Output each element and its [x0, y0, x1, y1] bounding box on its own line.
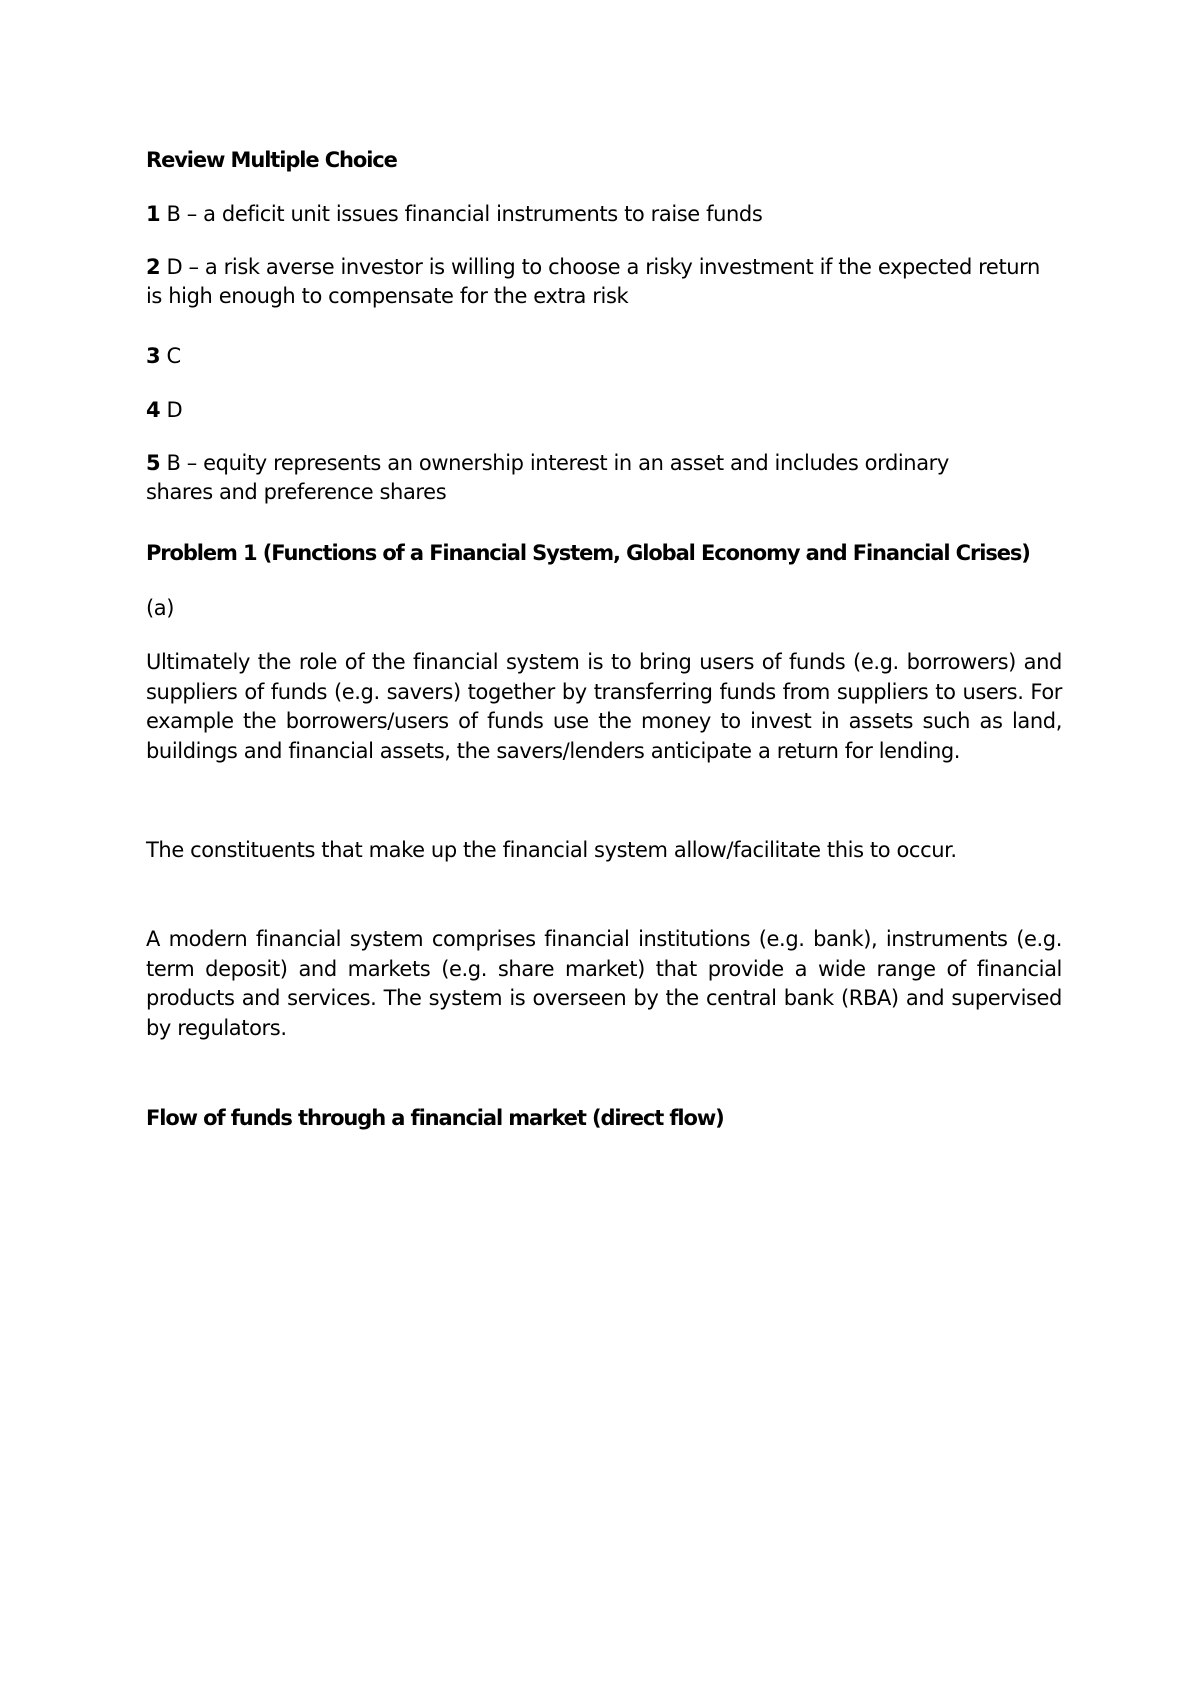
answer-number: 1 [146, 202, 161, 226]
answer-number: 2 [146, 255, 161, 279]
body-paragraph: The constituents that make up the financial system allow/facilitate this to occur. [146, 838, 957, 862]
answer-item [146, 396, 1062, 425]
answer-number: 3 [146, 344, 161, 368]
body-paragraph: A modern financial system comprises financial institutions (e.g. bank), instruments (e.g. term deposit) and markets (e.g. share market) that provide a wide range of financial products and services. The system is overseen by the central bank (RBA) and supervised by regulators. [146, 927, 1062, 1040]
part-label: (a) [146, 596, 175, 620]
answer-number: 5 [146, 451, 161, 475]
answer-text: D [166, 398, 183, 422]
answer-text: C [166, 344, 181, 368]
answer-item [146, 200, 1062, 229]
answer-item [146, 253, 1046, 311]
body-paragraph: Ultimately the role of the financial system is to bring users of funds (e.g. borrowers) and suppliers of funds (e.g. savers) together by transferring funds from suppliers to users. For example the borrowers/users of funds use the money to invest in assets such as land, buildings and financial assets, the savers/lenders anticipate a return for lending. [146, 650, 1062, 763]
problem-heading: Problem 1 (Functions of a Financial System, Global Economy and Financial Crises) [146, 541, 1030, 565]
answer-number: 4 [146, 398, 161, 422]
review-heading: Review Multiple Choice [146, 148, 397, 172]
answer-text: B – a deficit unit issues financial instruments to raise funds [166, 202, 763, 226]
flow-heading: Flow of funds through a financial market (direct flow) [146, 1106, 724, 1130]
answer-text: D – a risk averse investor is willing to choose a risky investment if the expected return is high enough to compensate for the extra risk [146, 255, 1040, 308]
answer-item [146, 342, 1062, 371]
answer-text: B – equity represents an ownership interest in an asset and includes ordinary shares and preference shares [146, 451, 949, 504]
answer-item [146, 449, 1016, 507]
